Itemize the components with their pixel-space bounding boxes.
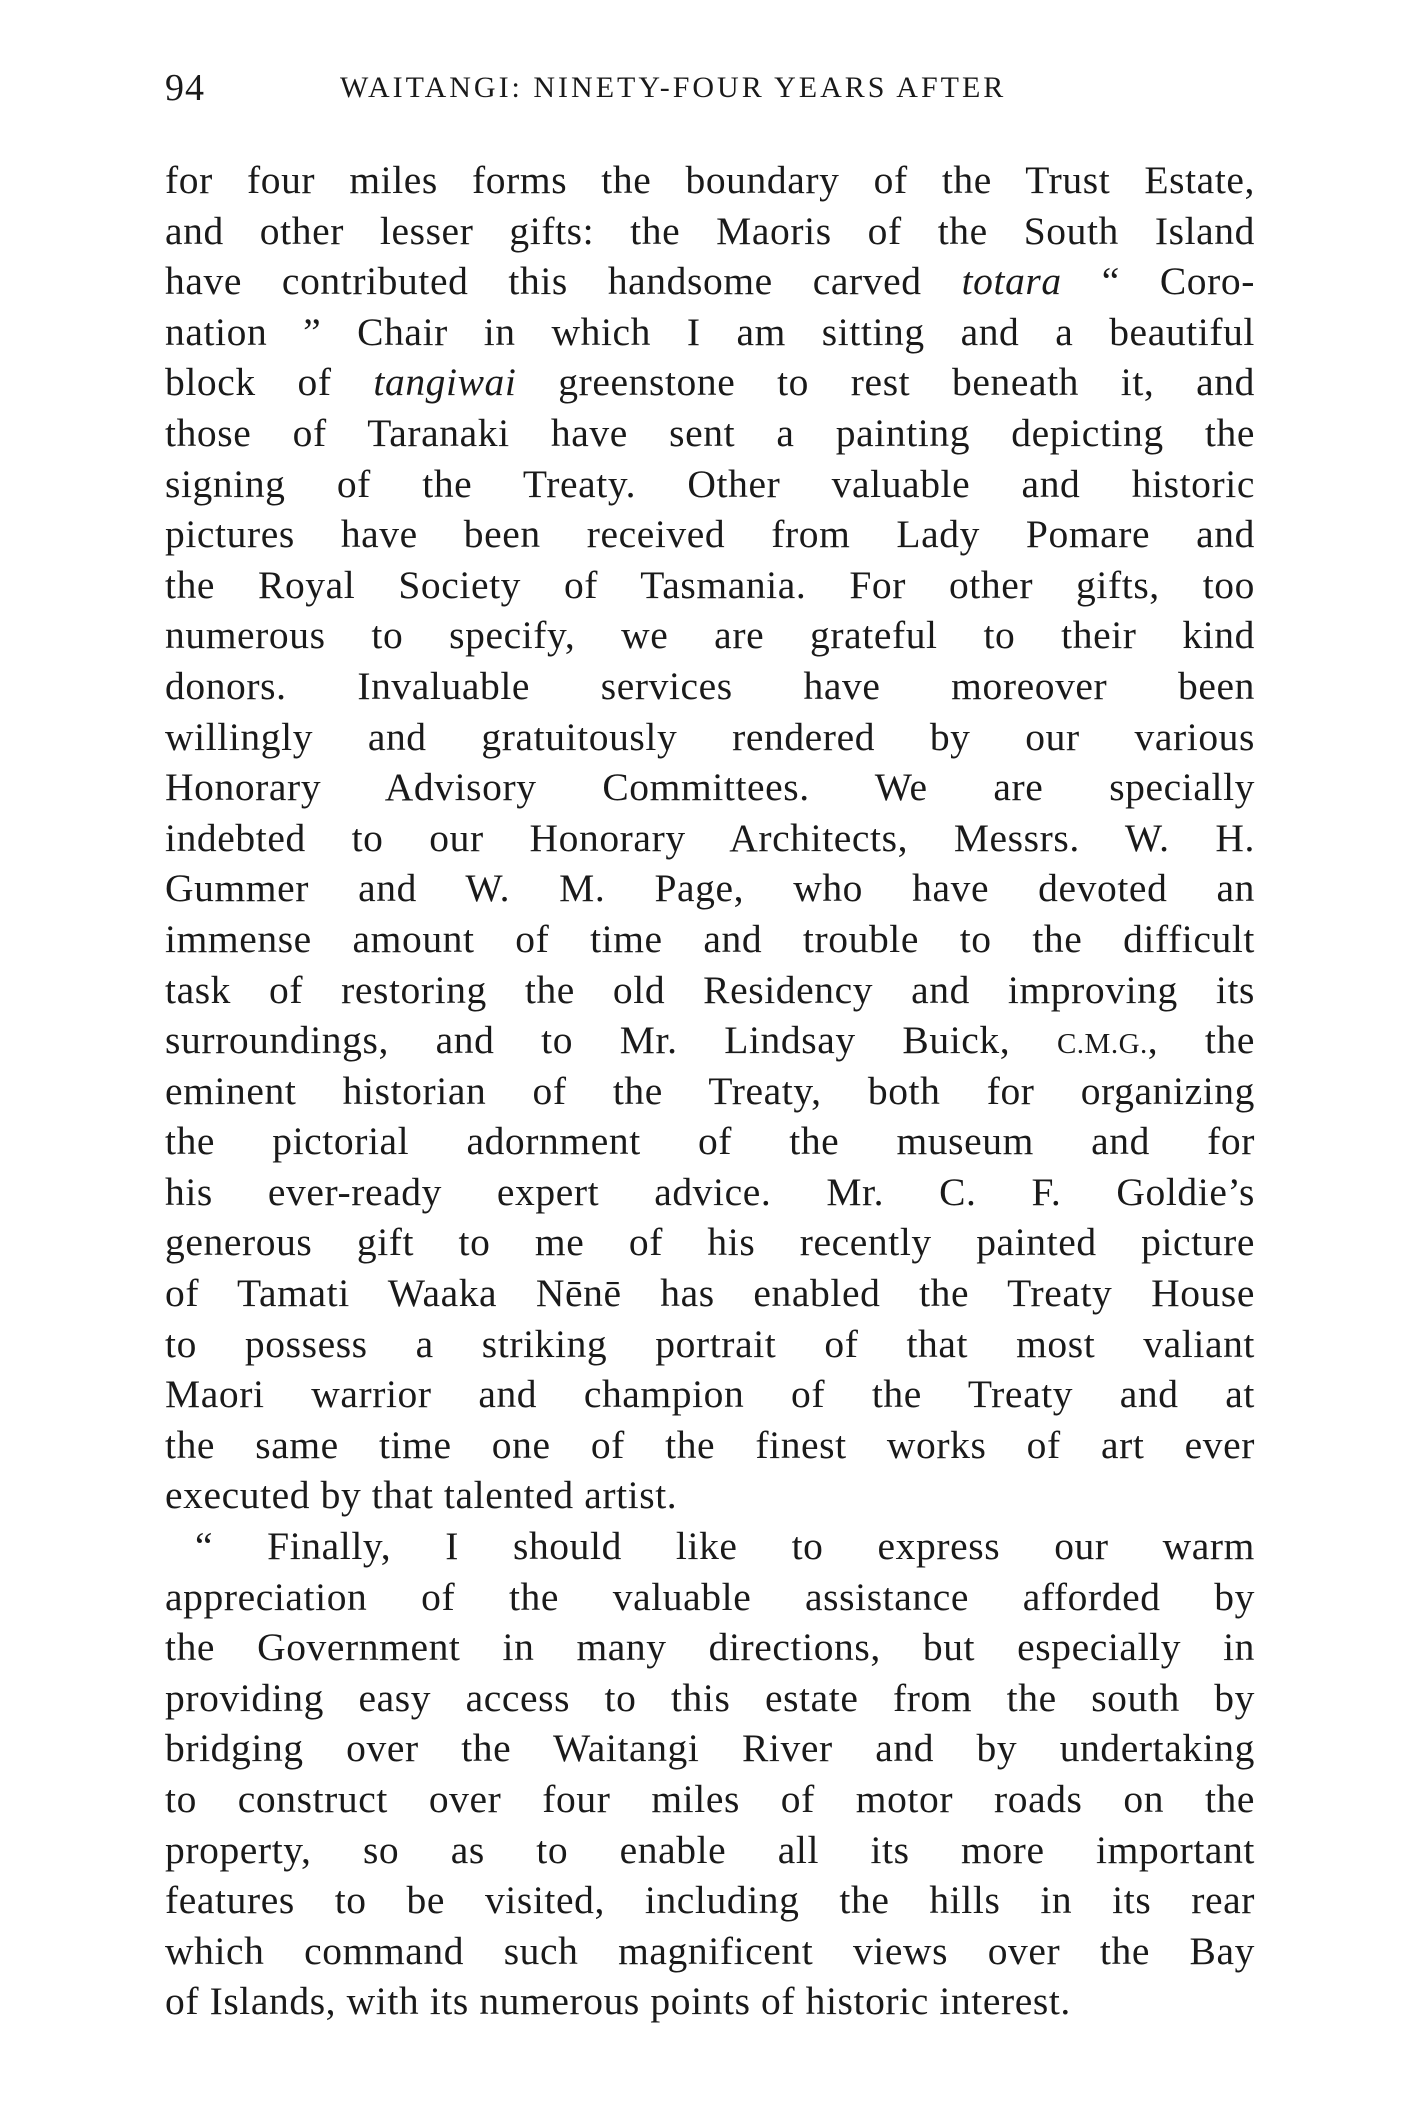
text-line: features to be visited, including the hills in its rear bbox=[165, 1878, 1255, 1923]
text-run: surroundings, and to Mr. Lindsay Buick, bbox=[165, 1018, 1057, 1063]
text-line: for four miles forms the boundary of the Trust Estate, bbox=[165, 158, 1255, 202]
italic-word: tangiwai bbox=[373, 360, 517, 405]
text-run: greenstone to rest beneath it, and bbox=[516, 360, 1256, 405]
text-line: and other lesser gifts: the Maoris of the South Island bbox=[165, 208, 1255, 253]
text-line bbox=[165, 357, 1255, 408]
text-line: Maori warrior and champion of the Treaty and at bbox=[165, 1372, 1255, 1417]
text-line: indebted to our Honorary Architects, Messrs. W. H. bbox=[165, 815, 1255, 860]
text-line: which command such magnificent views over the Bay bbox=[165, 1928, 1255, 1973]
running-title: WAITANGI: NINETY-FOUR YEARS AFTER bbox=[340, 71, 1007, 104]
text-line: to construct over four miles of motor roads on the bbox=[165, 1777, 1255, 1821]
text-line: the same time one of the finest works of art ever bbox=[165, 1422, 1255, 1467]
page-number: 94 bbox=[165, 67, 205, 109]
text-line: of Islands, with its numerous points of historic interest. bbox=[165, 1979, 1071, 2024]
text-line: Honorary Advisory Committees. We are specially bbox=[165, 765, 1255, 810]
text-line: property, so as to enable all its more important bbox=[165, 1827, 1255, 1872]
text-line: willingly and gratuitously rendered by our various bbox=[165, 714, 1255, 759]
text-line: the pictorial adornment of the museum and for bbox=[165, 1119, 1255, 1164]
text-line: those of Taranaki have sent a painting depicting the bbox=[165, 410, 1255, 455]
text-run: , the bbox=[1147, 1018, 1255, 1063]
text-run: have contributed this handsome carved bbox=[165, 259, 962, 304]
text-line: “ Finally, I should like to express our warm bbox=[195, 1524, 1255, 1569]
text-line: eminent historian of the Treaty, both for organizing bbox=[165, 1068, 1255, 1113]
text-line: the Government in many directions, but especially in bbox=[165, 1625, 1255, 1670]
running-head bbox=[165, 58, 1255, 118]
text-line: his ever-ready expert advice. Mr. C. F. Goldie’s bbox=[165, 1169, 1255, 1214]
text-line bbox=[165, 256, 1255, 307]
text-line: providing easy access to this estate from the south by bbox=[165, 1675, 1255, 1720]
text-line: to possess a striking portrait of that most valiant bbox=[165, 1321, 1255, 1366]
text-line: Gummer and W. M. Page, who have devoted an bbox=[165, 866, 1255, 911]
text-line: signing of the Treaty. Other valuable and historic bbox=[165, 461, 1255, 506]
text-line bbox=[165, 1015, 1255, 1066]
text-line: task of restoring the old Residency and improving its bbox=[165, 967, 1255, 1012]
text-line: of Tamati Waaka Nēnē has enabled the Treaty House bbox=[165, 1271, 1255, 1316]
text-run: “ Coro- bbox=[1061, 259, 1255, 304]
text-line: executed by that talented artist. bbox=[165, 1473, 678, 1518]
small-caps-abbrev: C.M.G. bbox=[1056, 1028, 1148, 1061]
text-line: the Royal Society of Tasmania. For other gifts, too bbox=[165, 562, 1255, 607]
text-line: numerous to specify, we are grateful to their kind bbox=[165, 613, 1255, 658]
body-text bbox=[165, 155, 1255, 2027]
text-line: immense amount of time and trouble to the difficult bbox=[165, 916, 1255, 961]
text-run: block of bbox=[165, 360, 374, 405]
text-line: pictures have been received from Lady Pomare and bbox=[165, 512, 1255, 557]
text-line: generous gift to me of his recently painted picture bbox=[165, 1220, 1255, 1265]
text-line: donors. Invaluable services have moreover been bbox=[165, 663, 1255, 708]
italic-word: totara bbox=[961, 259, 1062, 304]
text-line: nation ” Chair in which I am sitting and a beautiful bbox=[165, 309, 1255, 354]
text-line: bridging over the Waitangi River and by undertaking bbox=[165, 1726, 1255, 1771]
text-line: appreciation of the valuable assistance afforded by bbox=[165, 1574, 1255, 1619]
